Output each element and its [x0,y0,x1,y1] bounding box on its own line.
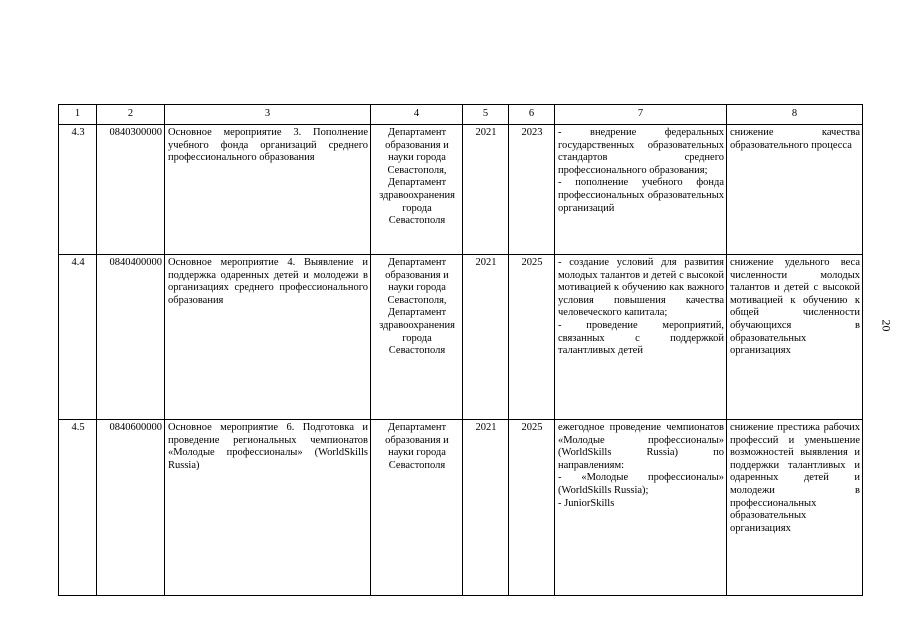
event-name: Основное мероприятие 3. Пополнение учебного фонда организаций среднего профессионального образования [165,125,371,255]
end-year: 2025 [509,420,555,596]
end-year: 2025 [509,255,555,420]
responsible-department: Департамент образования и науки города Севастополя, Департамент здравоохранения города Севастополя [371,125,463,255]
header-col-7: 7 [555,105,727,125]
consequences: снижение качества образовательного процесса [727,125,863,255]
header-row [59,105,863,125]
row-number: 4.3 [59,125,97,255]
table-row [59,125,863,255]
responsible-department: Департамент образования и науки города Севастополя, Департамент здравоохранения города Севастополя [371,255,463,420]
header-col-1: 1 [59,105,97,125]
header-col-6: 6 [509,105,555,125]
table-row [59,255,863,420]
expected-results: ежегодное проведение чемпионатов «Молодые профессионалы» (WorldSkills Russia) по направлениям: - «Молодые профессионалы» (WorldSkills Russia); - JuniorSkills [555,420,727,596]
consequences: снижение удельного веса численности молодых талантов и детей с высокой мотивацией к обучению к общей численности обучающихся в образовательных организациях [727,255,863,420]
expected-results: - создание условий для развития молодых талантов и детей с высокой мотивацией к обучению как важного условия повышения качества человеческого капитала; - проведение мероприятий, связанных с поддержкой талантливых детей [555,255,727,420]
row-number: 4.5 [59,420,97,596]
event-name: Основное мероприятие 6. Подготовка и проведение региональных чемпионатов «Молодые профессионалы» (WorldSkills Russia) [165,420,371,596]
start-year: 2021 [463,125,509,255]
end-year: 2023 [509,125,555,255]
header-col-4: 4 [371,105,463,125]
budget-code: 0840300000 [97,125,165,255]
page-number: 20 [879,319,894,332]
header-col-3: 3 [165,105,371,125]
header-col-2: 2 [97,105,165,125]
event-name: Основное мероприятие 4. Выявление и поддержка одаренных детей и молодежи в организациях среднего профессионального образования [165,255,371,420]
header-col-8: 8 [727,105,863,125]
responsible-department: Департамент образования и науки города Севастополя [371,420,463,596]
expected-results: - внедрение федеральных государственных образовательных стандартов среднего профессионального образования; - пополнение учебного фонда профессиональных образовательных организаций [555,125,727,255]
start-year: 2021 [463,255,509,420]
table-row [59,420,863,596]
consequences: снижение престижа рабочих профессий и уменьшение возможностей выявления и поддержки талантливых и одаренных детей и молодежи в профессиональных образовательных организациях [727,420,863,596]
row-number: 4.4 [59,255,97,420]
program-activities-table [58,104,863,596]
budget-code: 0840600000 [97,420,165,596]
budget-code: 0840400000 [97,255,165,420]
start-year: 2021 [463,420,509,596]
header-col-5: 5 [463,105,509,125]
